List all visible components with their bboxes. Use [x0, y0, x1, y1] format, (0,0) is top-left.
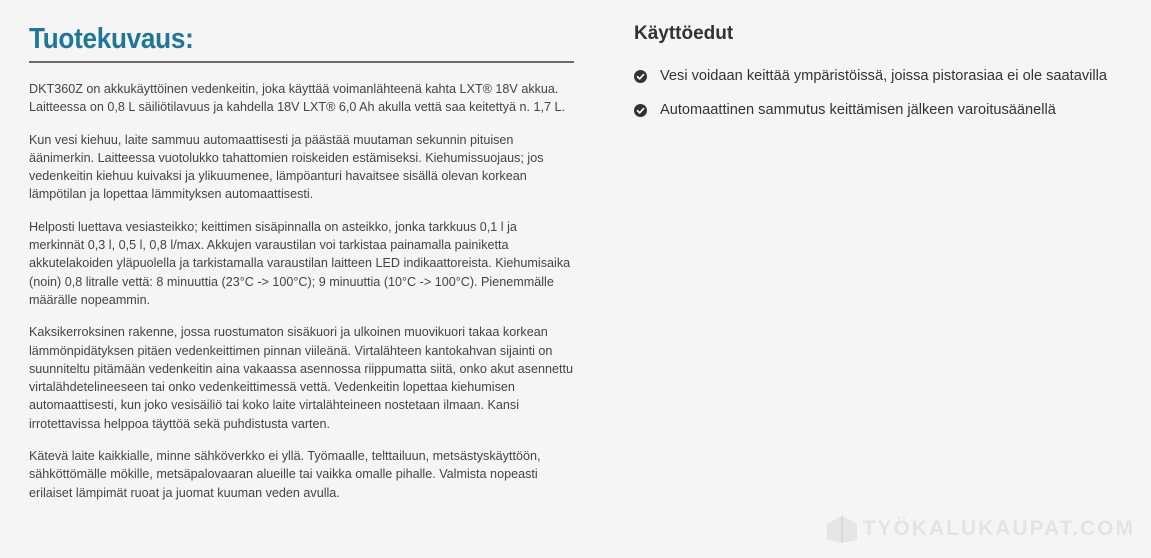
description-paragraph: Helposti luettava vesiasteikko; keittimen sisäpinnalla on asteikko, jonka tarkkuus 0,1 l ja merkinnät 0,3 l, 0,5 l, 0,8 l/max. Akkujen varaustilan voi tarkistaa painamalla painiketta akkutelakoiden yläpuolella ja tarkistamalla varaustilan laitteen LED indikaattoreista. Kiehumisaika (noin) 0,8 litralle vettä: 8 minuuttia (23°C -> 100°C); 9 minuuttia (10°C -> 100°C). Pienemmälle määrälle nopeammin. — [29, 219, 571, 307]
feature-item — [634, 66, 1134, 86]
description-paragraph: Kun vesi kiehuu, laite sammuu automaattisesti ja päästää muutaman sekunnin pituisen äänimerkin. Laitteessa vuotolukko tahattomien roiskeiden estämiseksi. Kiehumissuojaus; jos vedenkeitin kiehuu kuivaksi ja ylikuumenee, lämpöanturi havaitsee sisällä olevan korkean lämpötilan ja lopettaa lämmityksen automaattisesti. — [29, 132, 544, 202]
watermark — [825, 514, 1135, 544]
title-divider — [29, 61, 574, 63]
description-paragraph: Kaksikerroksinen rakenne, jossa ruostumaton sisäkuori ja ulkoinen muovikuori takaa korkean lämmönpidätyksen pitäen vedenkeittimen pinnan viileänä. Virtalähteen kantokahvan sijainti on suunniteltu pitämään vedenkeitin aina vakaassa asennossa riippumatta siitä, onko akut asennettu virtalähdetelineeseen tai onko vedenkeittimessä vettä. Vedenkeitin lopettaa kiehumisen automaattisesti, kun joko vesisäiliö tai koko laite virtalähteineen nostetaan ilmaan. Kansi irrotettavissa helppoa täyttöä sekä puhdistusta varten. — [29, 325, 573, 431]
feature-text: Vesi voidaan keittää ympäristöissä, joissa pistorasiaa ei ole saatavilla — [660, 68, 1107, 84]
watermark-text: TYÖKALUKAUPAT.COM — [862, 517, 1135, 540]
description-section — [29, 0, 574, 516]
watermark-logo-icon — [825, 514, 859, 544]
description-paragraph: Kätevä laite kaikkialle, minne sähköverkko ei yllä. Työmaalle, telttailuun, metsästyskäyttöön, sähköttömälle mökille, metsäpalovaaran alueille tai vaikka omalle pihalle. Valmista nopeasti erilaiset lämpimät ruoat ja juomat kuuman veden avulla. — [29, 449, 541, 500]
feature-text: Automaattinen sammutus keittämisen jälkeen varoitusäänellä — [660, 102, 1056, 118]
features-title: Käyttöedut — [634, 23, 734, 44]
feature-item — [634, 100, 1134, 120]
check-circle-icon — [634, 104, 647, 117]
feature-list — [634, 66, 1134, 120]
check-circle-icon — [634, 70, 647, 83]
description-body — [29, 80, 574, 502]
description-title: Tuotekuvaus: — [29, 23, 194, 55]
features-section — [634, 0, 1134, 134]
description-paragraph: DKT360Z on akkukäyttöinen vedenkeitin, joka käyttää voimanlähteenä kahta LXT® 18V akkua. Laitteessa on 0,8 L säiliötilavuus ja kahdella 18V LXT® 6,0 Ah akulla vettä saa keitettyä n. 1,7 L. — [29, 82, 565, 115]
